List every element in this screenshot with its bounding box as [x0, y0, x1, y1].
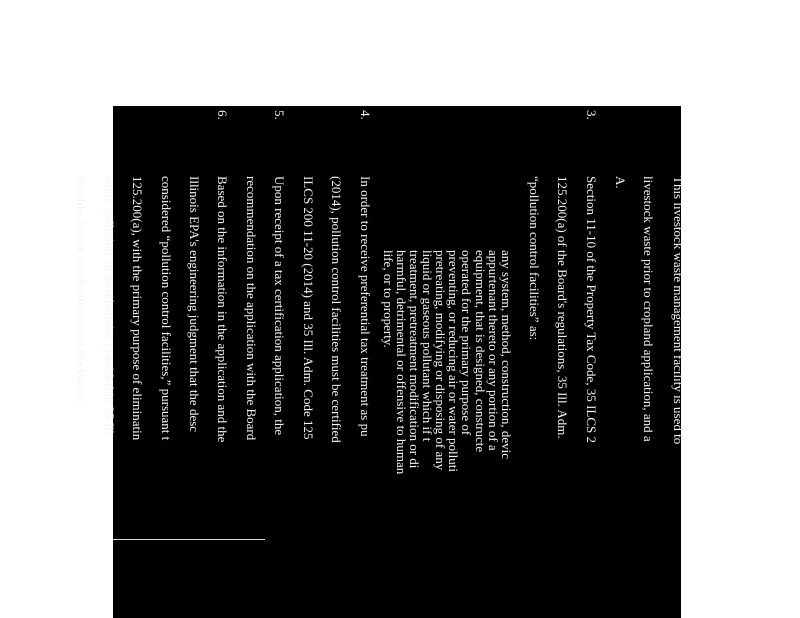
section-letter: A.: [613, 176, 628, 189]
text-line: Illinois EPA's engineering judgment that the desc: [187, 176, 202, 433]
quote-line: operated for the primary purpose of: [459, 250, 474, 436]
text-line: (2014), pollution control facilities must be certified: [329, 176, 344, 443]
quote-line: preventing, or reducing air or water polluti: [446, 250, 461, 473]
item-number: 4.: [358, 110, 373, 120]
text-line: Upon receipt of a tax certification application, the: [272, 176, 287, 436]
text-line: considered “pollution control facilities,” pursuant t: [159, 176, 174, 441]
item-number: 5.: [272, 110, 287, 120]
text-line: 125.200(a), with the primary purpose of eliminatin: [130, 176, 145, 441]
text-line: recommendation on the application with the Board: [244, 176, 259, 441]
item-number: 3.: [584, 110, 599, 120]
text-line: water pollution, or as otherwise provided in 35 Ill.: [102, 176, 117, 438]
scan-artifact-line: [113, 539, 265, 540]
quote-line: treatment, pretreatment modification or di: [407, 250, 422, 469]
quote-line: harmful, detrimental or offensive to human: [394, 250, 409, 475]
rotated-document-page: [74, 106, 686, 618]
quote-line: any system, method, construction, devic: [499, 250, 514, 460]
scanned-page: [74, 106, 686, 618]
text-line: ILCS 200 11-20 (2014) and 35 Ill. Adm. Code 125: [301, 176, 316, 440]
quote-line: equipment, that is designed, constructe: [473, 250, 488, 453]
text-line: Section 11-10 of the Property Tax Code, 35 ILCS 2: [584, 176, 599, 444]
quote-line: liquid or gaseous pollutant which if t: [420, 250, 435, 442]
text-line: eligible for tax certification from the Board.: [74, 176, 89, 405]
text-line: This livestock waste management facility is used to: [671, 176, 686, 445]
text-line: “pollution control facilities” as:: [527, 176, 542, 341]
text-line: 125.200(a) of the Board's regulations, 35 Ill. Adm.: [555, 176, 570, 439]
quote-line: appurtenant thereto or any portion of a: [486, 250, 501, 451]
text-line: Based on the information in the application and the: [215, 176, 230, 443]
item-number: 6.: [215, 110, 230, 120]
text-line: livestock waste prior to cropland application, and a: [641, 176, 656, 442]
quote-line: life, or to property.: [381, 250, 396, 348]
quote-line: pretreating, modifying or disposing of any: [433, 250, 448, 471]
text-line: In order to receive preferential tax treatment as pu: [358, 176, 373, 437]
